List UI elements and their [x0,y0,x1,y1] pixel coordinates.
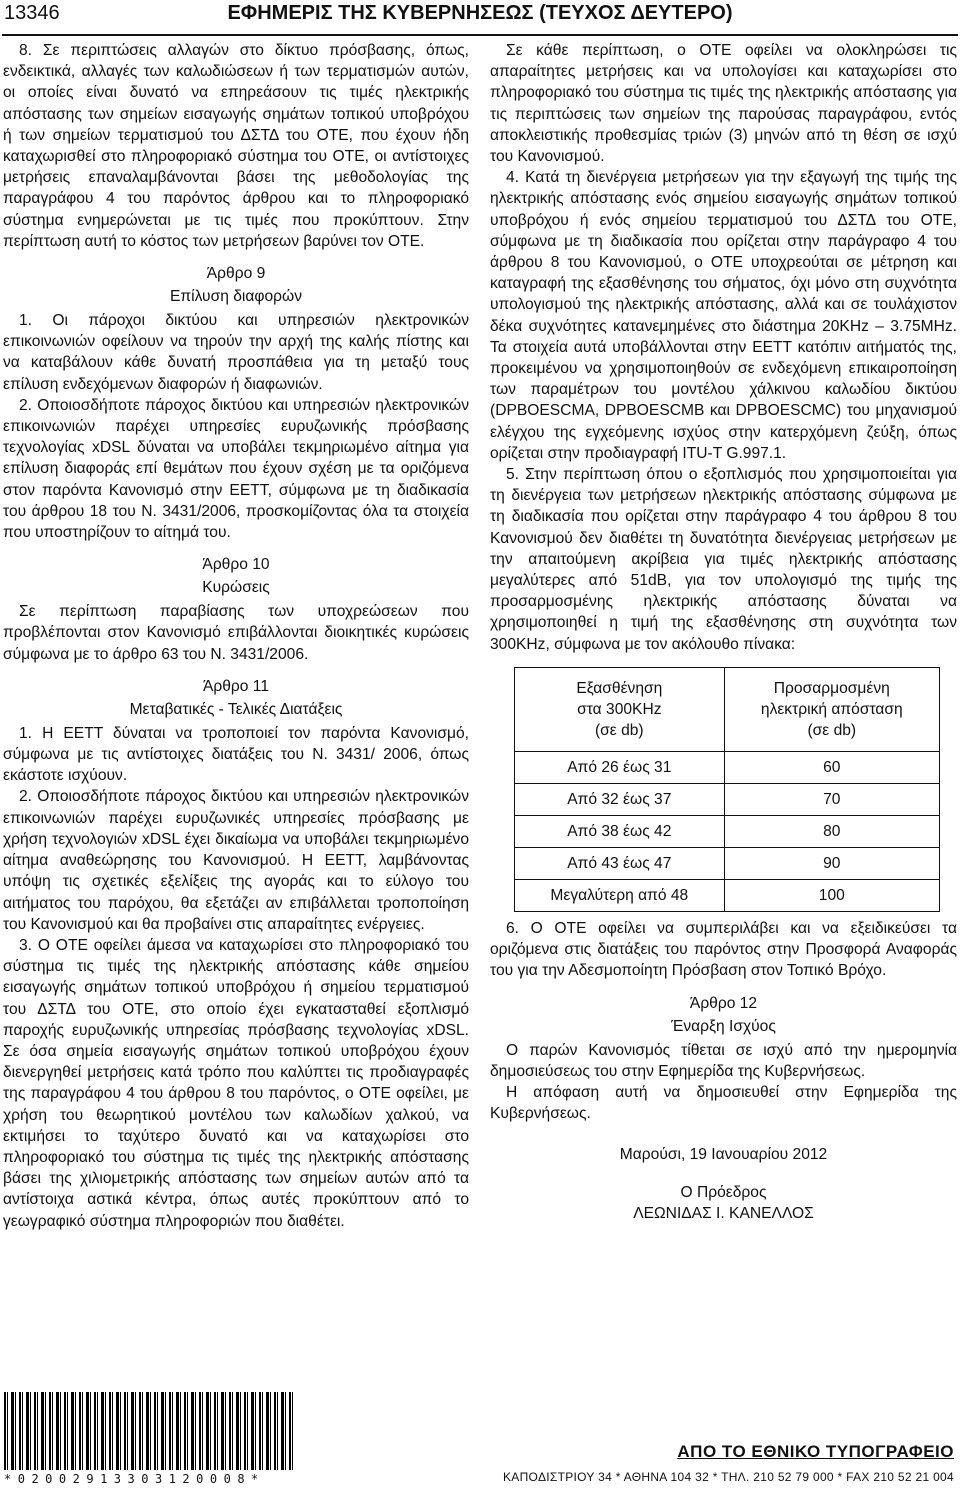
printer-address: ΚΑΠΟΔΙΣΤΡΙΟΥ 34 * ΑΘΗΝΑ 104 32 * ΤΗΛ. 210 52 79 000 * FAX 210 52 21 004 [502,1470,954,1484]
article-title: Άρθρο 11 [202,677,269,695]
paragraph: 4. Κατά τη διενέργεια μετρήσεων για την εξαγωγή της τιμής της ηλεκτρικής απόστασης ενός σημείου εισαγωγής σημάτων τοπικού υποβρόχου ή ενός σημείου τερματισμού του ΔΣΤΔ του ΟΤΕ, σύμφωνα με τη διαδικασία που ορίζεται στην παράγραφο 4 του άρθρου 8 του Κανονισμού, ο ΟΤΕ υποχρεούται σε μέτρηση και καταγραφή της εξασθένησης του σήματος, όχι μόνο στη συχνότητα υπολογισμού της ηλεκτρικής απόστασης, αλλά και σε τουλάχιστον δέκα συχνότητες κατανεμημένες στο διάστημα 20KHz – 3.75MHz. Τα στοιχεία αυτά υποβάλλονται στην ΕΕΤΤ κατόπιν αιτήματός της, προκειμένου να χρησιμοποιηθούν σε ενδεχόμενη επικαιροποίηση των παραμέτρων του μοντέλου χάλκινου καλωδίου δικτύου (DPBOESCMA, DPBOESCMB και DPBOESCMC) του μηχανισμού ελέγχου της εγχεόμενης ισχύος στην κατερχόμενη ζεύξη, όπως ορίζεται στην προδιαγραφή ITU-T G.997.1. [490,169,957,462]
article-title: Άρθρο 12 [689,994,758,1012]
place-date: Μαρούσι, 19 Ιανουαρίου 2012 [619,1146,828,1164]
article-10-heading [3,553,469,599]
paragraph: 3. Ο ΟΤΕ οφείλει άμεσα να καταχωρίσει στο πληροφοριακό του σύστημα τις τιμές της ηλεκτρικής απόστασης κάθε σημείου εισαγωγής σημάτων τοπικού υποβρόχου ή σημείου τερματισμού του ΔΣΤΔ του ΟΤΕ, στο οποίο έχει εγκατασταθεί εξοπλισμό παροχής ευρυζωνικής υπηρεσίας πρόσβασης τεχνολογίας xDSL. Σε όσα σημεία εισαγωγής σημάτων τοπικού υποβρόχου έχουν διενεργηθεί μετρήσεις κατά τρόπο που καλύπτει τις προδιαγραφές της παραγράφου 4 του άρθρου 8 του παρόντος, ο ΟΤΕ οφείλει, με χρήση του θεωρητικού μοντέλου των καλωδίων χαλκού, να εκτιμήσει το ταχύτερο δυνατό και να καταχωρίσει στο πληροφοριακό του σύστημα τις τιμές της ηλεκτρικής απόστασης βάσει της χιλιομετρικής απόστασης των σημείων αυτών από τα αντίστοιχα αστικά κέντρα, όπως αυτές προκύπτουν από το γεωγραφικό σύστημα πληροφοριών που διαθέτει. [3,936,469,1230]
paragraph: 8. Σε περιπτώσεις αλλαγών στο δίκτυο πρόσβασης, όπως, ενδεικτικά, αλλαγές των καλωδιώσεων ή των τερματισμών αυτών, οι οποίες είναι δυνατό να επηρεάσουν τις τιμές ηλεκτρικής απόστασης των σημείων εισαγωγής σημάτων τοπικού υποβρόχου ή των σημείων τερματισμού του ΔΣΤΔ του ΟΤΕ, που έχουν ήδη καταχωρισθεί στο πληροφοριακό σύστημα του ΟΤΕ, οι αντίστοιχες μετρήσεις επαναλαμβάνονται βάσει της μεθοδολογίας της παραγράφου 4 του παρόντος άρθρου και το πληροφοριακό σύστημα ενημερώνεται με τις τιμές που προκύπτουν. Στην περίπτωση αυτή το κόστος των μετρήσεων βαρύνει τον ΟΤΕ. [3,42,469,250]
table-row [515,815,940,847]
table-row [515,847,940,879]
header-line: Εξασθένηση [576,679,663,697]
header-line: ηλεκτρική απόσταση [760,700,903,718]
header-line: (σε db) [594,721,644,739]
article-title: Άρθρο 10 [202,556,270,574]
table-cell: 60 [724,751,939,783]
printer-name: ΑΠΟ ΤΟ ΕΘΝΙΚΟ ΤΥΠΟΓΡΑΦΕΙΟ [677,1442,954,1461]
page-number: 13346 [4,2,60,24]
paragraph: Η απόφαση αυτή να δημοσιευθεί στην Εφημερίδα της Κυβερνήσεως. [490,1083,957,1123]
article-12-heading [490,992,957,1038]
table-cell: Από 43 έως 47 [515,847,725,879]
article-subtitle: Μεταβατικές - Τελικές Διατάξεις [129,700,343,718]
attenuation-table [514,667,940,912]
table-cell: 80 [724,815,939,847]
table-cell: 70 [724,783,939,815]
header-rule [2,34,958,36]
table-header-row [515,667,940,751]
article-11-heading [3,675,469,721]
paragraph: 2. Οποιοσδήποτε πάροχος δικτύου και υπηρεσιών ηλεκτρονικών επικοινωνιών παρέχει υπηρεσίες ευρυζωνικής πρόσβασης τεχνολογίας xDSL δύναται να υποβάλει τεκμηριωμένο αίτημα για επίλυση διαφοράς επί θεμάτων που έχουν σχέση με τα οριζόμενα στον παρόντα Κανονισμό στην ΕΕΤΤ, σύμφωνα με τη διαδικασία του άρθρου 18 του Ν. 3431/2006, προσκομίζοντας όλα τα στοιχεία που υποστηρίζουν το αίτημά του. [3,396,469,542]
paragraph: Σε περίπτωση παραβίασης των υποχρεώσεων που προβλέπονται στον Κανονισμό επιβάλλονται διοικητικές κυρώσεις σύμφωνα με το άρθρο 63 του Ν. 3431/2006. [3,603,469,663]
article-9-heading [3,262,469,308]
table-cell: 100 [724,879,939,911]
table-row [515,751,940,783]
paragraph: Σε κάθε περίπτωση, ο ΟΤΕ οφείλει να ολοκληρώσει τις απαραίτητες μετρήσεις και να υπολογίσει και καταχωρίσει στο πληροφοριακό του σύστημα τις τιμές της ηλεκτρικής απόστασης για τις περιπτώσεις των σημείων της παρούσας παραγράφου, εντός αποκλειστικής προθεσμίας τριών (3) μηνών από τη θέση σε ισχύ του Κανονισμού. [490,42,957,166]
right-column [490,40,957,1224]
paragraph: 6. Ο ΟΤΕ οφείλει να συμπεριλάβει και να εξειδικεύσει τα οριζόμενα στις διατάξεις του παρόντος στην Προσφορά Αναφοράς του για την Αδεσμοποίητη Πρόσβαση στον Τοπικό Βρόχο. [490,919,957,980]
left-column [3,40,469,1232]
barcode [4,1392,294,1470]
article-title: Άρθρο 9 [206,265,266,283]
table-header-cell [515,667,725,751]
article-subtitle: Κυρώσεις [202,579,270,597]
table-cell: Από 38 έως 42 [515,815,725,847]
barcode-digits: *02002913303120008* [4,1472,265,1486]
table-row [515,783,940,815]
header-line: Προσαρμοσμένη [773,679,890,697]
paragraph: 5. Στην περίπτωση όπου ο εξοπλισμός που χρησιμοποιείται για τη διενέργεια των μετρήσεων ηλεκτρικής απόστασης σύμφωνα με τη διαδικασία που ορίζεται στην παράγραφο 4 του άρθρου 8 του Κανονισμού δεν διαθέτει τη δυνατότητα διενέργειας μετρήσεων με την απαιτούμενη ακρίβεια για τιμές ηλεκτρικής απόστασης μεγαλύτερες από 51dB, για τον υπολογισμό της τιμής της προσαρμοσμένης ηλεκτρικής απόστασης δύναται να χρησιμοποιηθεί η τιμή της εξασθένησης στη συχνότητα των 300KHz, σύμφωνα με τον ακόλουθο πίνακα: [490,466,957,653]
article-subtitle: Έναρξη Ισχύος [671,1017,776,1035]
page-header [0,0,960,40]
table-cell: Από 26 έως 31 [515,751,725,783]
gazette-title: ΕΦΗΜΕΡΙΣ ΤΗΣ ΚΥΒΕΡΝΗΣΕΩΣ (ΤΕΥΧΟΣ ΔΕΥΤΕΡΟ) [227,2,733,24]
article-subtitle: Επίλυση διαφορών [170,288,302,306]
page-footer [0,1392,960,1492]
header-line: (σε db) [807,721,857,739]
signature-block [490,1144,957,1224]
header-line: στα 300KHz [577,700,662,718]
paragraph: 2. Οποιοσδήποτε πάροχος δικτύου και υπηρεσιών ηλεκτρονικών επικοινωνιών παρέχει ευρυζωνικές υπηρεσίες πρόσβασης με χρήση τεχνολογιών xDSL έχει δικαίωμα να υποβάλει τεκμηριωμένο αίτημα αναθεώρησης του Κανονισμού. Η ΕΕΤΤ, λαμβάνοντας υπόψη τις σχετικές εξελίξεις της αγοράς και το εύλογο του αιτήματος του παρόχου, θα εξετάζει αν επιβάλλεται τροποποίηση του Κανονισμού και θα προβαίνει στις απαραίτητες ενέργειες. [3,788,469,933]
table-row [515,879,940,911]
table-cell: Μεγαλύτερη από 48 [515,879,725,911]
paragraph: 1. Οι πάροχοι δικτύου και υπηρεσιών ηλεκτρονικών επικοινωνιών οφείλουν να τηρούν την αρχή της καλής πίστης και να καταβάλουν κάθε δυνατή προσπάθεια για τη μεταξύ τους επίλυση ενδεχόμενων διαφορών ή διαφωνιών. [3,312,469,393]
paragraph: 1. Η ΕΕΤΤ δύναται να τροποποιεί τον παρόντα Κανονισμό, σύμφωνα με τις αντίστοιχες διατάξεις του Ν. 3431/ 2006, όπως εκάστοτε ισχύουν. [3,724,469,785]
signatory-name: ΛΕΩΝΙΔΑΣ Ι. ΚΑΝΕΛΛΟΣ [633,1204,814,1222]
paragraph: Ο παρών Κανονισμός τίθεται σε ισχύ από την ημερομηνία δημοσιεύσεως του στην Εφημερίδα της Κυβερνήσεως. [490,1041,957,1080]
table-header-cell [724,667,939,751]
signatory-role: Ο Πρόεδρος [680,1183,767,1201]
table-cell: Από 32 έως 37 [515,783,725,815]
table-cell: 90 [724,847,939,879]
